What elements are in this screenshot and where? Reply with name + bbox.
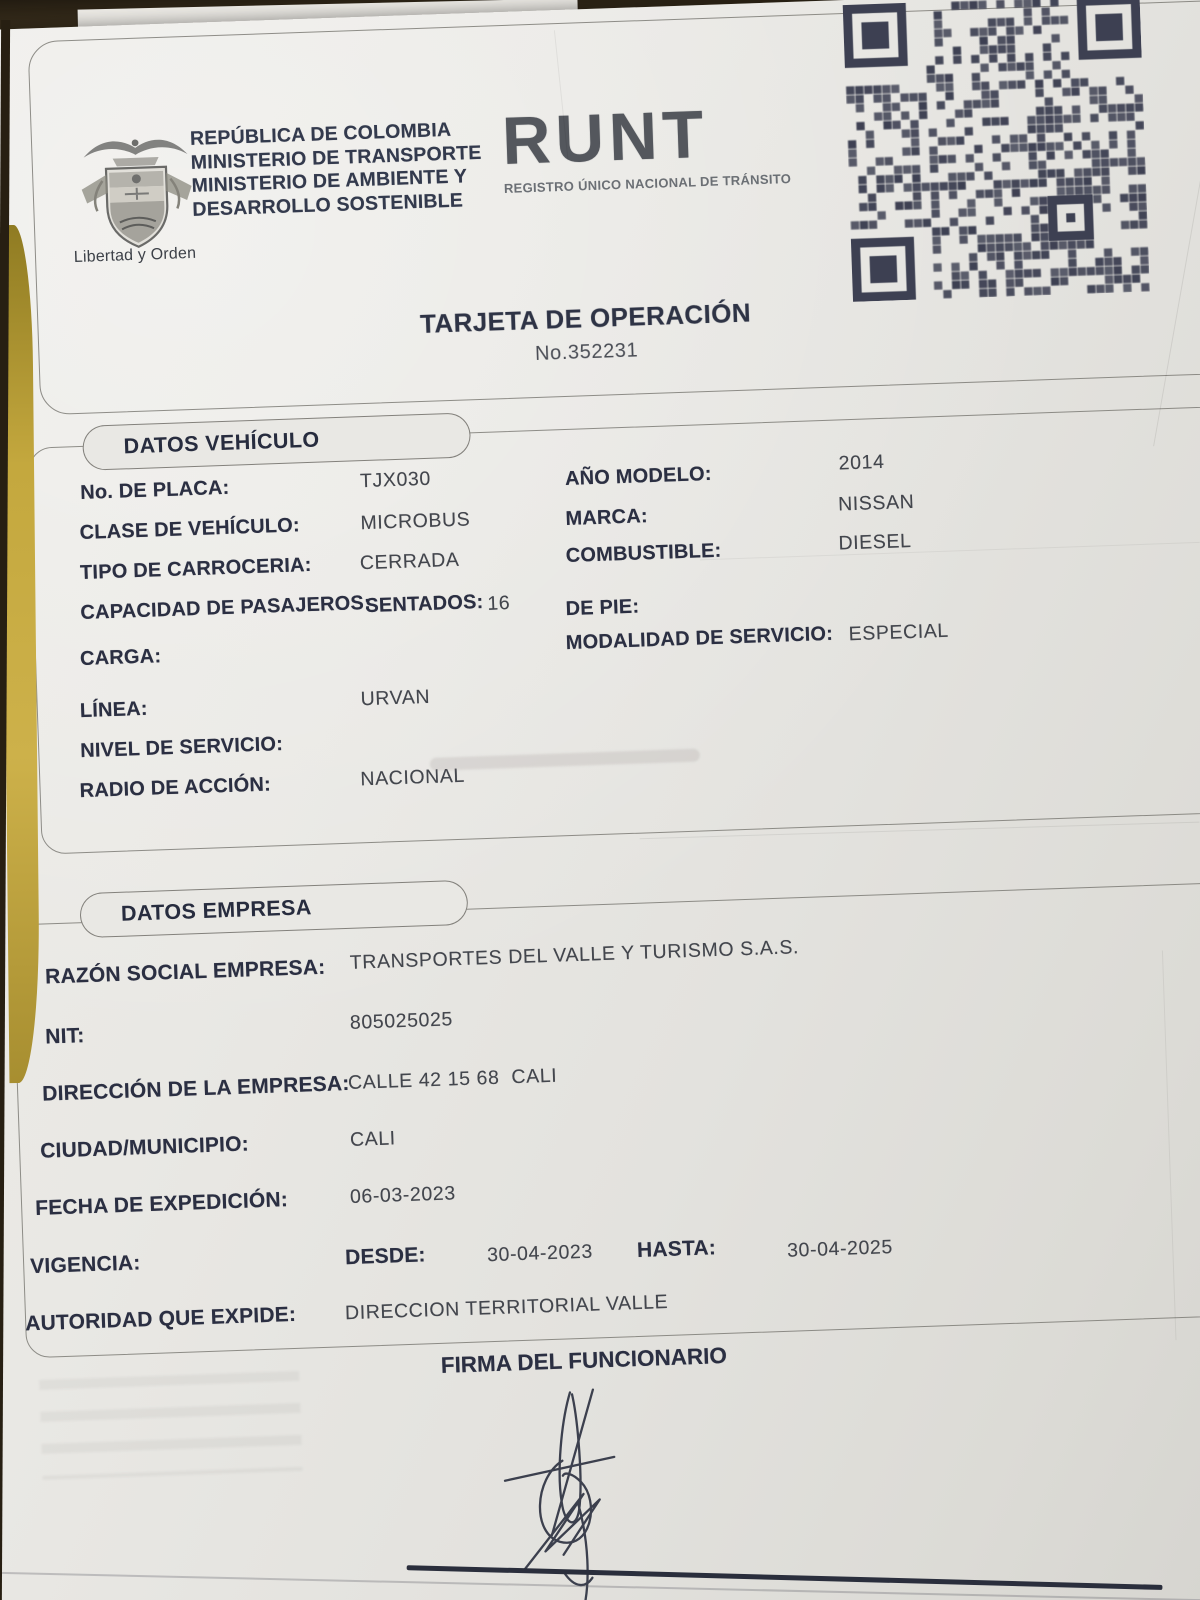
value-nit: 805025025 bbox=[349, 1008, 454, 1034]
value-combustible: DIESEL bbox=[838, 529, 912, 555]
signature-heading: FIRMA DEL FUNCIONARIO bbox=[440, 1342, 728, 1378]
label-tipo-carroceria: TIPO DE CARROCERIA: bbox=[79, 553, 312, 585]
label-nivel-servicio: NIVEL DE SERVICIO: bbox=[79, 733, 284, 763]
value-fecha-expedicion: 06-03-2023 bbox=[349, 1182, 457, 1208]
label-vigencia-desde: DESDE: bbox=[344, 1243, 427, 1270]
ministry-line-2: MINISTERIO DE TRANSPORTE bbox=[190, 141, 482, 174]
value-vigencia-desde: 30-04-2023 bbox=[486, 1240, 594, 1267]
company-section-heading: DATOS EMPRESA bbox=[120, 895, 313, 926]
value-ciudad-municipio: CALI bbox=[349, 1127, 397, 1151]
runt-logo bbox=[500, 96, 804, 196]
label-de-pie: DE PIE: bbox=[565, 595, 640, 621]
crest-caption: Libertad y Orden bbox=[73, 244, 197, 267]
runt-tagline: REGISTRO ÚNICO NACIONAL DE TRÁNSITO bbox=[503, 170, 792, 196]
value-modalidad-servicio: ESPECIAL bbox=[848, 619, 950, 646]
document-number: No.352231 bbox=[534, 339, 639, 366]
label-clase-vehiculo: CLASE DE VEHÍCULO: bbox=[79, 514, 301, 545]
ministry-line-4: DESARROLLO SOSTENIBLE bbox=[192, 188, 464, 221]
label-combustible: COMBUSTIBLE: bbox=[565, 539, 722, 568]
vehicle-section-heading: DATOS VEHÍCULO bbox=[123, 427, 320, 459]
label-autoridad-expide: AUTORIDAD QUE EXPIDE: bbox=[24, 1302, 297, 1336]
label-sentados: SENTADOS: bbox=[365, 590, 484, 618]
value-sentados: 16 bbox=[487, 592, 511, 615]
label-modalidad-servicio: MODALIDAD DE SERVICIO: bbox=[565, 622, 834, 655]
label-marca: MARCA: bbox=[565, 505, 649, 531]
colombia-coat-of-arms-icon bbox=[75, 128, 199, 252]
value-ano-modelo: 2014 bbox=[838, 450, 885, 475]
value-razon-social: TRANSPORTES DEL VALLE Y TURISMO S.A.S. bbox=[349, 936, 800, 974]
label-ano-modelo: AÑO MODELO: bbox=[564, 462, 713, 491]
document-title: TARJETA DE OPERACIÓN bbox=[419, 297, 752, 339]
label-linea: LÍNEA: bbox=[79, 697, 149, 723]
value-tipo-carroceria: CERRADA bbox=[359, 548, 460, 575]
value-vigencia-hasta: 30-04-2025 bbox=[786, 1236, 894, 1262]
qr-code bbox=[843, 0, 1150, 302]
label-ciudad-municipio: CIUDAD/MUNICIPIO: bbox=[39, 1132, 250, 1163]
label-nit: NIT: bbox=[44, 1024, 85, 1049]
value-clase-vehiculo: MICROBUS bbox=[360, 508, 471, 535]
value-linea: URVAN bbox=[360, 685, 431, 711]
official-signature-icon bbox=[500, 1379, 678, 1600]
ministry-line-3: MINISTERIO DE AMBIENTE Y bbox=[191, 165, 468, 197]
label-vigencia: VIGENCIA: bbox=[29, 1251, 141, 1279]
label-radio-accion: RADIO DE ACCIÓN: bbox=[79, 773, 272, 803]
ministry-line-1: REPÚBLICA DE COLOMBIA bbox=[189, 118, 452, 150]
ministry-heading bbox=[190, 118, 484, 222]
bleedthrough-rows bbox=[39, 1371, 302, 1480]
runt-wordmark: RUNT bbox=[500, 96, 710, 180]
label-vigencia-hasta: HASTA: bbox=[636, 1236, 717, 1262]
label-placa: No. DE PLACA: bbox=[79, 476, 230, 504]
label-razon-social: RAZÓN SOCIAL EMPRESA: bbox=[44, 955, 326, 989]
value-marca: NISSAN bbox=[837, 490, 915, 516]
value-autoridad-expide: DIRECCION TERRITORIAL VALLE bbox=[344, 1290, 669, 1325]
label-carga: CARGA: bbox=[79, 645, 162, 671]
value-placa: TJX030 bbox=[359, 467, 432, 493]
label-direccion-empresa: DIRECCIÓN DE LA EMPRESA: bbox=[41, 1071, 350, 1106]
value-radio-accion: NACIONAL bbox=[360, 764, 466, 791]
label-fecha-expedicion: FECHA DE EXPEDICIÓN: bbox=[34, 1188, 289, 1220]
label-capacidad-pasajeros: CAPACIDAD DE PASAJEROS: bbox=[80, 591, 372, 625]
value-direccion-empresa: CALLE 42 15 68 CALI bbox=[347, 1064, 558, 1094]
